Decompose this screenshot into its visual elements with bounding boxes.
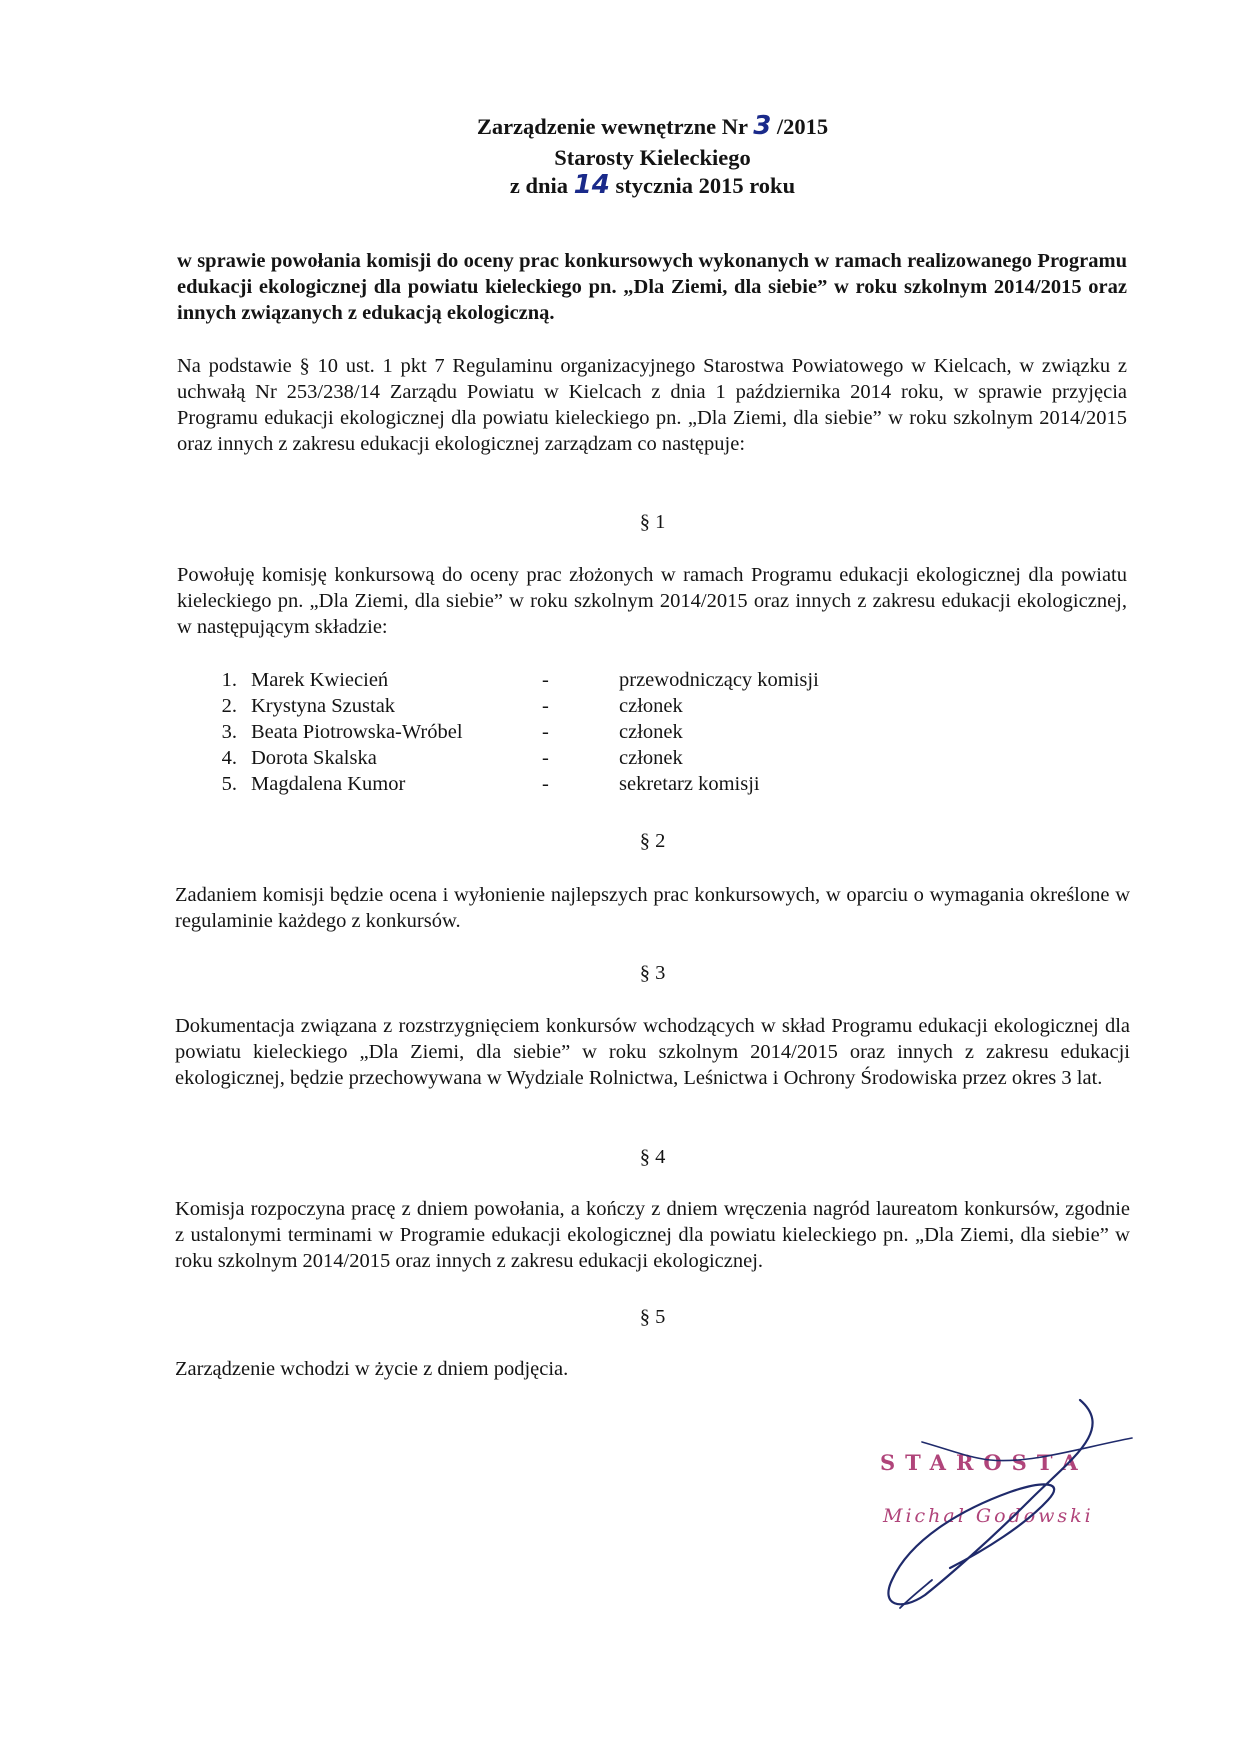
section-2-mark: § 2: [639, 830, 666, 852]
subject-paragraph: w sprawie powołania komisji do oceny prac konkursowych wykonanych w ramach realizowanego Programu edukacji ekologicznej dla powiatu kieleckiego pn. „Dla Ziemi, dla siebie” w roku szkolnym 2014/2015 oraz innych związanych z edukacją ekologiczną.: [177, 250, 1127, 324]
section-5-mark: § 5: [639, 1306, 666, 1328]
stamp-name: Michał Godowski: [883, 1505, 1094, 1527]
title-suffix: /2015: [771, 114, 829, 139]
member-dash: -: [542, 721, 549, 743]
member-name: Beata Piotrowska-Wróbel: [251, 721, 463, 743]
handwritten-day: 14: [573, 170, 610, 200]
member-role: przewodniczący komisji: [619, 669, 819, 691]
preamble-paragraph: Na podstawie § 10 ust. 1 pkt 7 Regulaminu organizacyjnego Starostwa Powiatowego w Kielcach, w związku z uchwałą Nr 253/238/14 Zarządu Powiatu w Kielcach z dnia 1 października 2014 roku, w sprawie przyjęcia Programu edukacji ekologicznej dla powiatu kieleckiego pn. „Dla Ziemi, dla siebie” w roku szkolnym 2014/2015 oraz innych z zakresu edukacji ekologicznej zarządzam co następuje:: [177, 355, 1127, 455]
member-number: 1.: [221, 669, 237, 691]
section-4-mark: § 4: [639, 1146, 666, 1168]
member-number: 5.: [221, 773, 237, 795]
section-3-mark: § 3: [639, 962, 666, 984]
member-name: Marek Kwiecień: [251, 669, 389, 691]
member-role: członek: [619, 747, 683, 769]
signature-icon: [840, 1390, 1140, 1630]
document-date-line: [0, 172, 1240, 199]
member-name: Krystyna Szustak: [251, 695, 396, 717]
member-number: 3.: [221, 721, 237, 743]
stamp-title: STAROSTA: [880, 1450, 1088, 1475]
section-2-text: Zadaniem komisji będzie ocena i wyłonienie najlepszych prac konkursowych, w oparciu o wymagania określone w regulaminie każdego z konkursów.: [175, 884, 1130, 932]
document-title-line2: Starosty Kieleckiego: [554, 145, 751, 170]
section-1-text: Powołuję komisję konkursową do oceny prac złożonych w ramach Programu edukacji ekologicznej dla powiatu kieleckiego pn. „Dla Ziemi, dla siebie” w roku szkolnym 2014/2015 oraz innych z zakresu edukacji ekologicznej, w następującym składzie:: [177, 564, 1127, 638]
member-number: 4.: [221, 747, 237, 769]
date-prefix: z dnia: [509, 173, 574, 198]
section-5-text: Zarządzenie wchodzi w życie z dniem podjęcia.: [175, 1358, 569, 1380]
member-dash: -: [542, 773, 549, 795]
member-dash: -: [542, 669, 549, 691]
handwritten-number: 3: [753, 111, 772, 141]
section-1-mark: § 1: [639, 511, 666, 533]
title-prefix: Zarządzenie wewnętrzne Nr: [476, 114, 754, 139]
section-3-text: Dokumentacja związana z rozstrzygnięciem konkursów wchodzących w skład Programu edukacji ekologicznej dla powiatu kieleckiego „Dla Ziemi, dla siebie” w roku szkolnym 2014/2015 oraz innych z zakresu edukacji ekologicznej, będzie przechowywana w Wydziale Rolnictwa, Leśnictwa i Ochrony Środowiska przez okres 3 lat.: [175, 1015, 1130, 1089]
section-4-text: Komisja rozpoczyna pracę z dniem powołania, a kończy z dniem wręczenia nagród laureatom konkursów, zgodnie z ustalonymi terminami w Programie edukacji ekologicznej dla powiatu kieleckiego pn. „Dla Ziemi, dla siebie” w roku szkolnym 2014/2015 oraz innych z zakresu edukacji ekologicznej.: [175, 1198, 1130, 1272]
member-dash: -: [542, 695, 549, 717]
member-name: Dorota Skalska: [251, 747, 377, 769]
document-title-line1: [0, 113, 1240, 140]
date-suffix: stycznia 2015 roku: [609, 173, 796, 198]
member-dash: -: [542, 747, 549, 769]
member-role: członek: [619, 695, 683, 717]
member-role: członek: [619, 721, 683, 743]
member-number: 2.: [221, 695, 237, 717]
member-role: sekretarz komisji: [619, 773, 760, 795]
member-name: Magdalena Kumor: [251, 773, 406, 795]
